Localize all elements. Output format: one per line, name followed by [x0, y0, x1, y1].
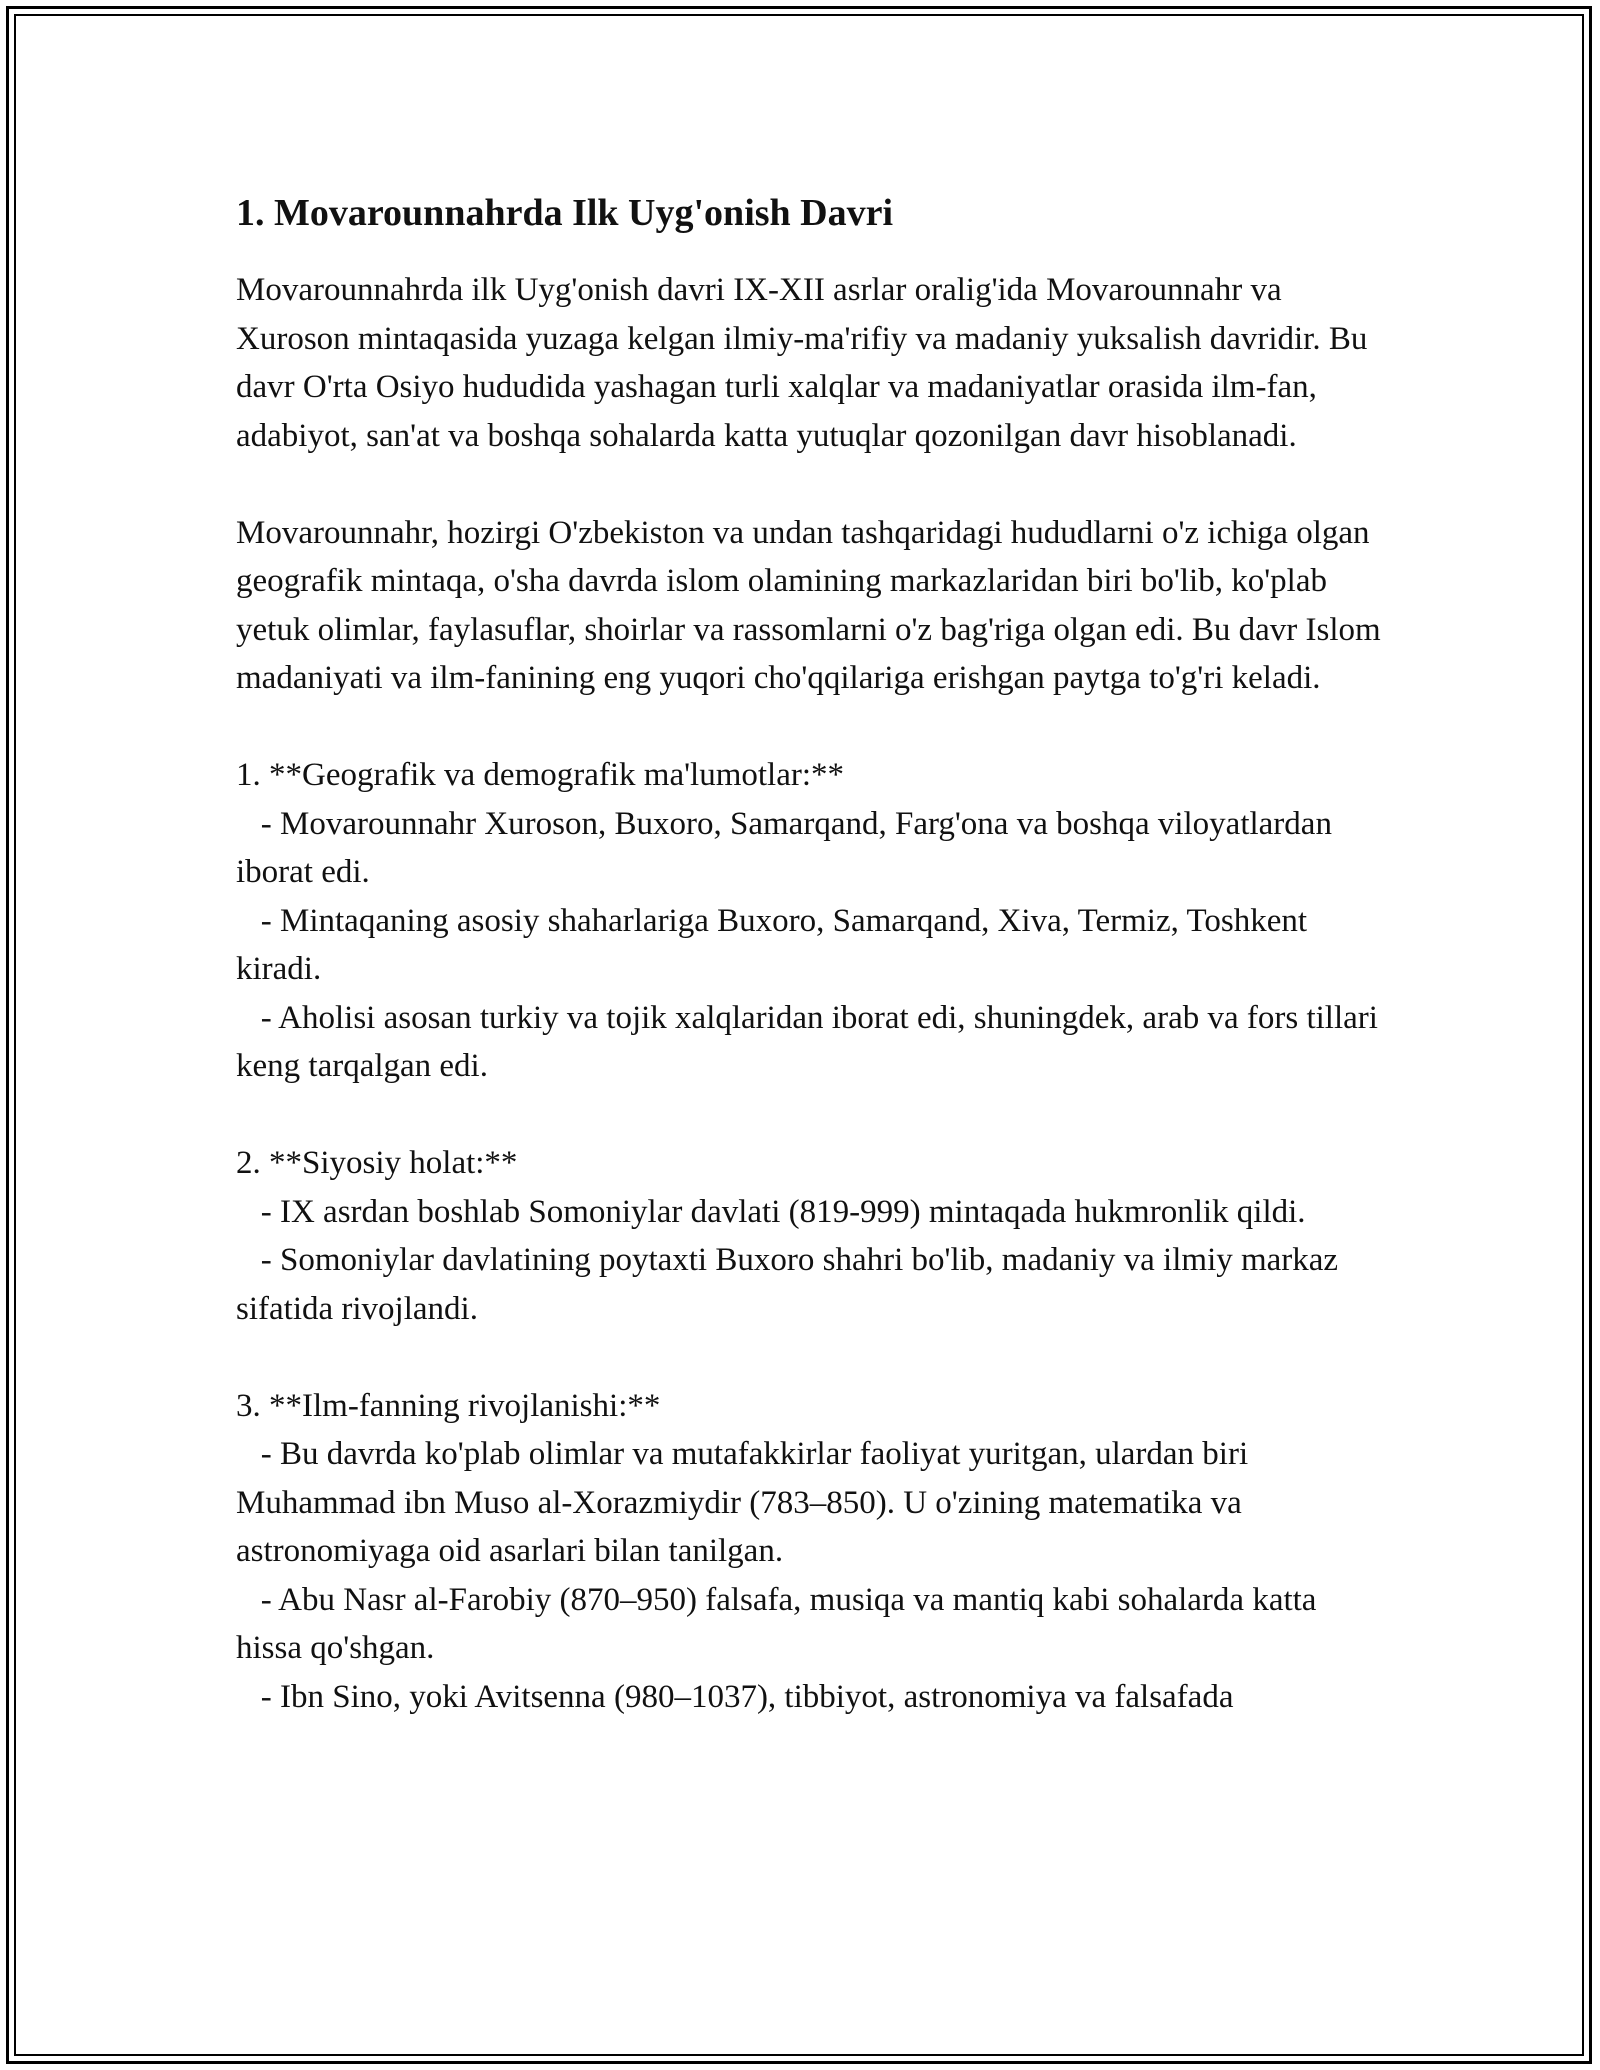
list-item: - Movarounnahr Xuroson, Buxoro, Samarqand, Farg'ona va boshqa viloyatlardan iborat edi.	[236, 805, 1341, 890]
page-title: 1. Movarounnahrda Ilk Uyg'onish Davri	[236, 192, 894, 234]
region-paragraph: Movarounnahr, hozirgi O'zbekiston va undan tashqaridagi hududlarni o'z ichiga olgan geografik mintaqa, o'sha davrda islom olamining markazlaridan biri bo'lib, ko'plab yetuk olimlar, faylasuflar, shoirlar va rassomlarni o'z bag'riga olgan edi. Bu davr Islom madaniyati va ilm-fanining eng yuqori cho'qqilariga erishgan paytga to'g'ri keladi.	[236, 514, 1389, 696]
list-item: - IX asrdan boshlab Somoniylar davlati (819-999) mintaqada hukmronlik qildi.	[236, 1193, 1306, 1230]
intro-paragraph: Movarounnahrda ilk Uyg'onish davri IX-XII asrlar oralig'ida Movarounnahr va Xuroson mintaqasida yuzaga kelgan ilmiy-ma'rifiy va madaniy yuksalish davridir. Bu davr O'rta Osiyo hududida yashagan turli xalqlar va madaniyatlar orasida ilm-fan, adabiyot, san'at va boshqa sohalarda katta yutuqlar qozonilgan davr hisoblanadi.	[236, 272, 1376, 454]
section-heading: 2. **Siyosiy holat:**	[236, 1145, 518, 1181]
section-science	[236, 1382, 1386, 1722]
document-body	[236, 184, 1389, 1770]
section-politics	[236, 1139, 1386, 1333]
list-item: - Somoniylar davlatining poytaxti Buxoro shahri bo'lib, madaniy va ilmiy markaz sifatida rivojlandi.	[236, 1242, 1347, 1327]
list-item: - Abu Nasr al-Farobiy (870–950) falsafa, musiqa va mantiq kabi sohalarda katta hissa qo'shgan.	[236, 1581, 1325, 1666]
list-item: - Mintaqaning asosiy shaharlariga Buxoro, Samarqand, Xiva, Termiz, Toshkent kiradi.	[236, 902, 1316, 987]
section-heading: 3. **Ilm-fanning rivojlanishi:**	[236, 1387, 661, 1424]
list-item: - Aholisi asosan turkiy va tojik xalqlaridan iborat edi, shuningdek, arab va fors tillari keng tarqalgan edi.	[236, 999, 1387, 1084]
list-item: - Bu davrda ko'plab olimlar va mutafakkirlar faoliyat yuritgan, ulardan biri Muhammad ibn Muso al-Xorazmiydir (783–850). U o'zining matematika va astronomiyaga oid asarlari bilan tanilgan.	[236, 1436, 1257, 1569]
section-heading: 1. **Geografik va demografik ma'lumotlar:**	[236, 757, 845, 793]
list-item: - Ibn Sino, yoki Avitsenna (980–1037), tibbiyot, astronomiya va falsafada	[236, 1678, 1234, 1715]
section-geography	[236, 751, 1386, 1091]
